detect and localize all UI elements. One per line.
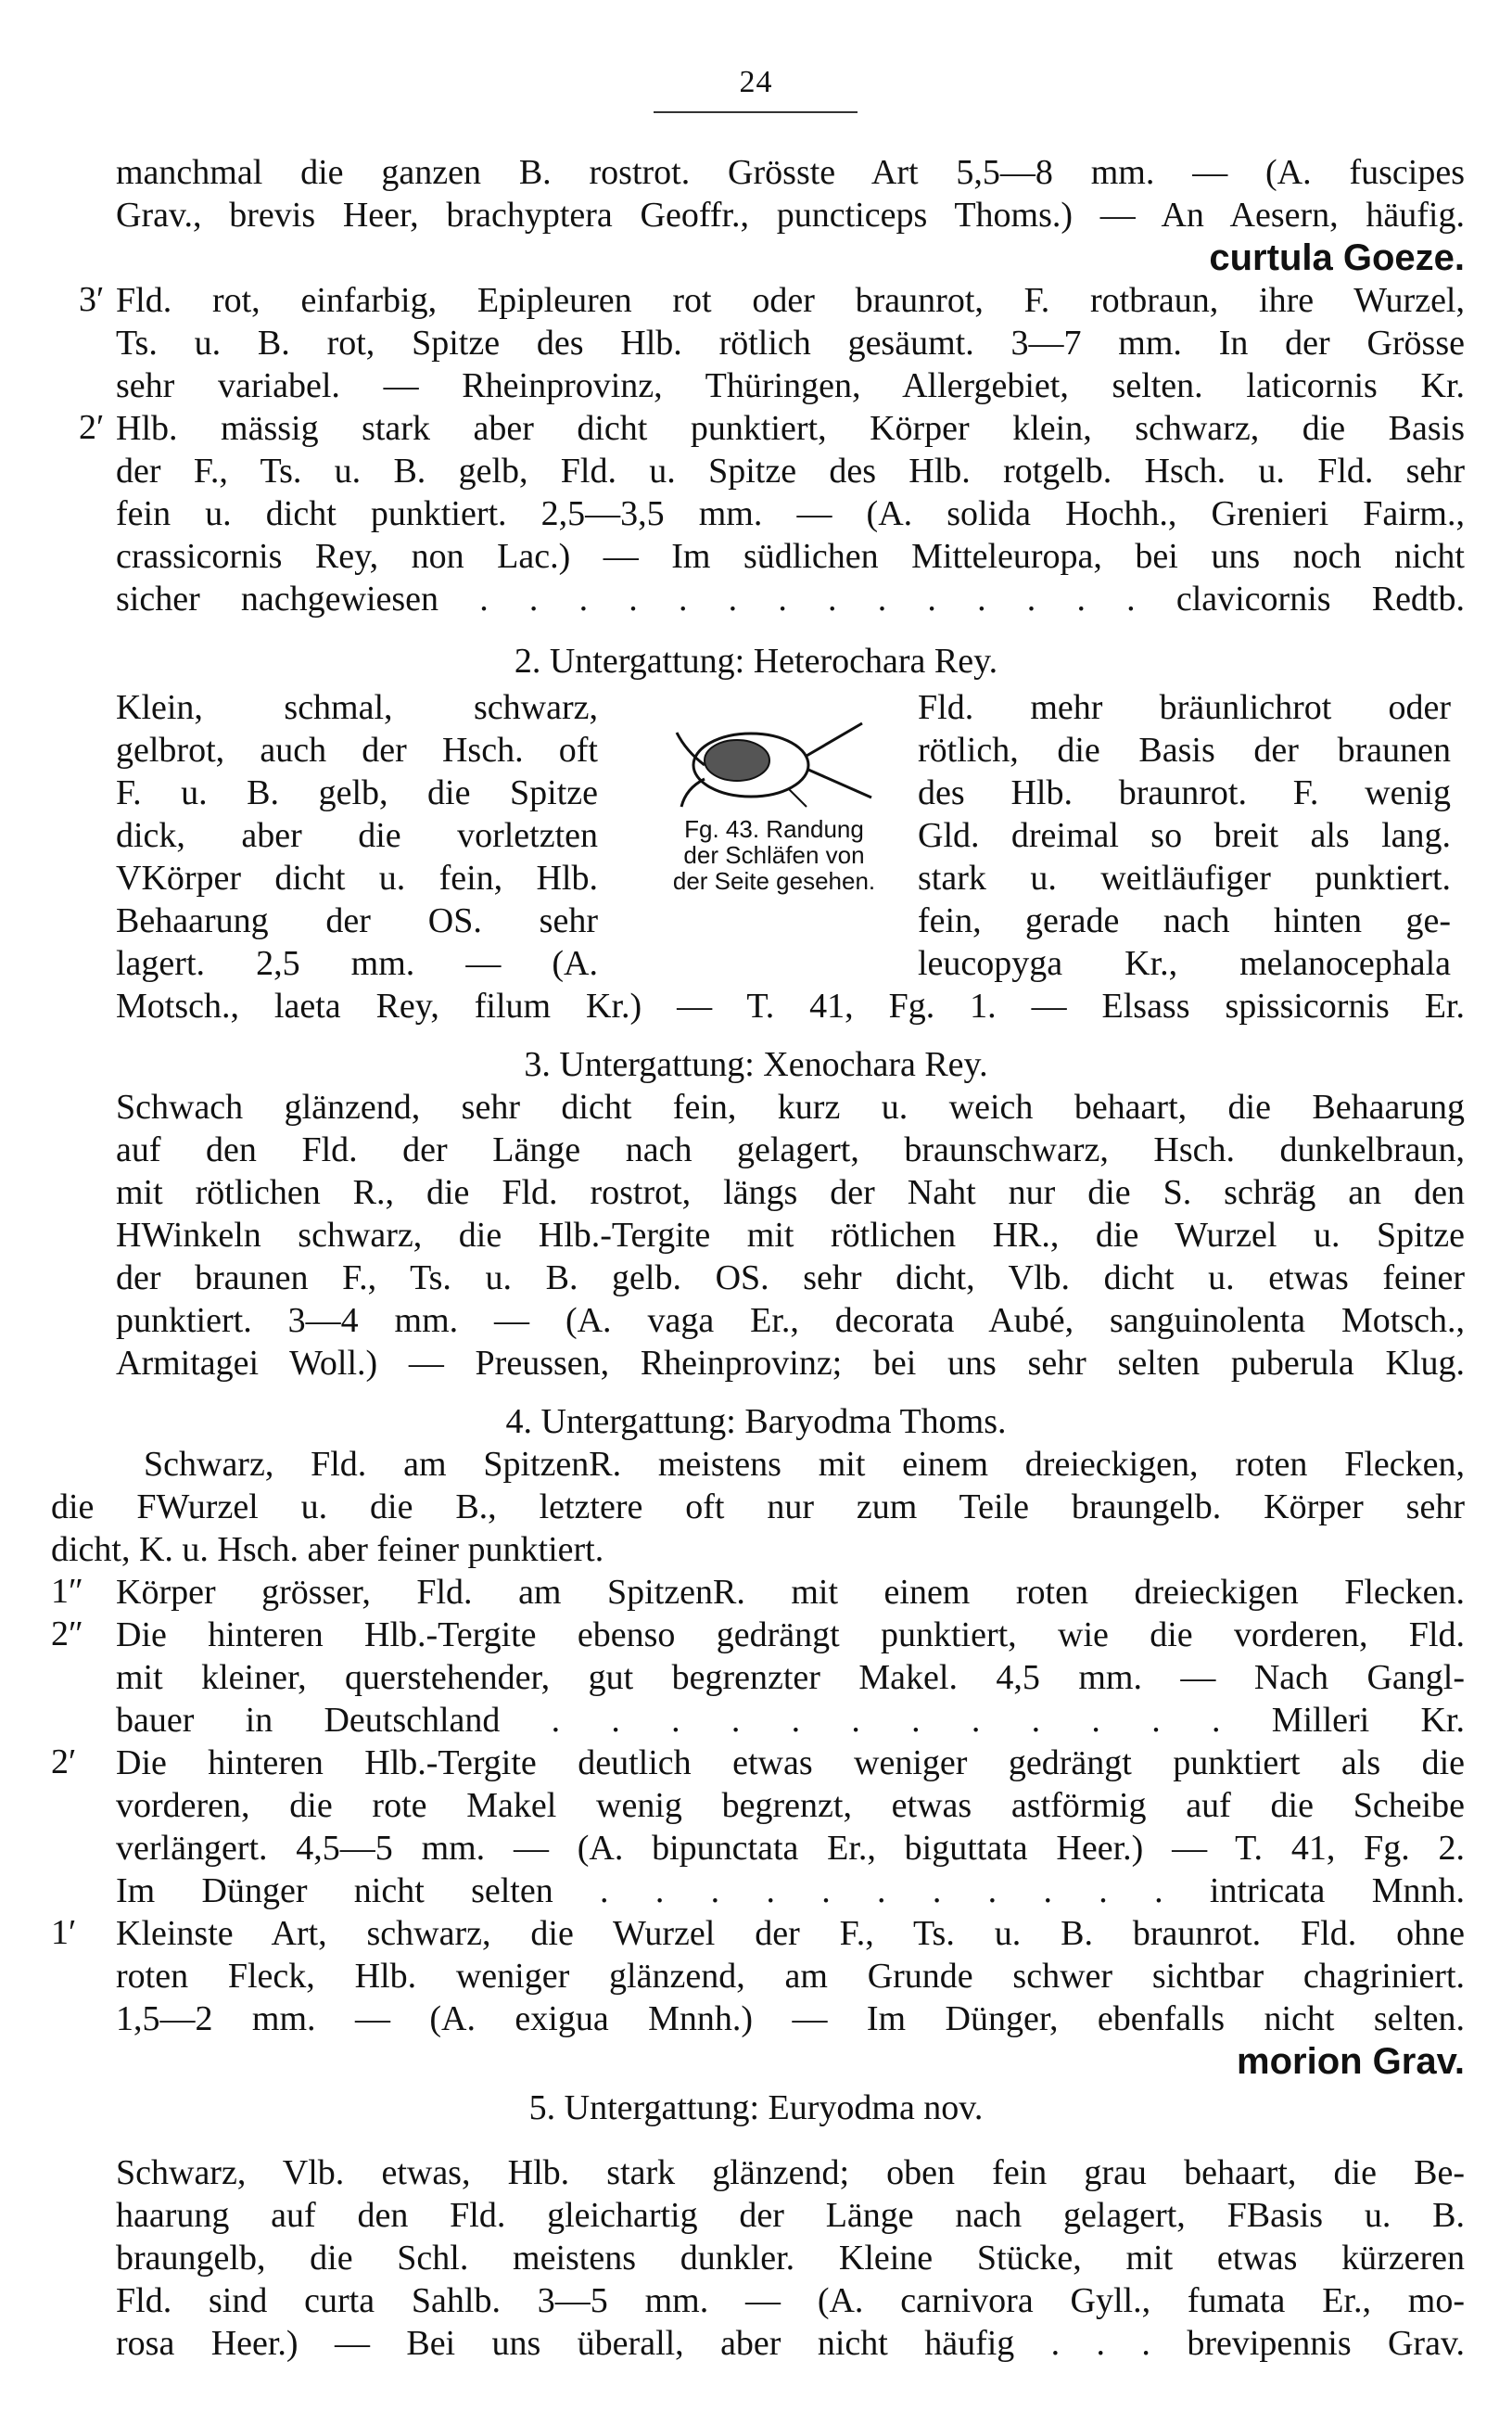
text-line: Schwach glänzend, sehr dicht fein, kurz u. weich behaart, die Behaarung (116, 1088, 1465, 1127)
text-line: Gld. dreimal so breit als lang. (918, 816, 1451, 855)
text-line: punktiert. 3—4 mm. — (A. vaga Er., decorata Aubé, sanguinolenta Motsch., (116, 1301, 1465, 1340)
species-line (116, 236, 1465, 279)
text-line: Schwarz, Fld. am SpitzenR. meistens mit einem dreieckigen, roten Flecken, (144, 1445, 1465, 1484)
key-marker: 1′ (51, 1913, 77, 1952)
section-heading: 2. Untergattung: Heterochara Rey. (514, 642, 998, 681)
text-line: mit kleiner, querstehender, gut begrenzter Makel. 4,5 mm. — Nach Gangl- (116, 1658, 1465, 1697)
text-line: fein, gerade nach hinten ge- (918, 901, 1451, 940)
text-line: HWinkeln schwarz, die Hlb.-Tergite mit rötlichen HR., die Wurzel u. Spitze (116, 1216, 1465, 1255)
text-line: Grav., brevis Heer, brachyptera Geoffr., puncticeps Thoms.) — An Aesern, häufig. (116, 196, 1465, 235)
section-heading: 4. Untergattung: Baryodma Thoms. (505, 1402, 1007, 1441)
text-line: sehr variabel. — Rheinprovinz, Thüringen, Allergebiet, selten. laticornis Kr. (116, 366, 1465, 405)
text-line: manchmal die ganzen B. rostrot. Grösste Art 5,5—8 mm. — (A. fuscipes (116, 153, 1465, 192)
species-line (116, 2040, 1465, 2083)
text-line: Behaarung der OS. sehr (116, 901, 598, 940)
text-line: dick, aber die vorletzten (116, 816, 598, 855)
text-line: roten Fleck, Hlb. weniger glänzend, am Grunde schwer sichtbar chagriniert. (116, 1957, 1465, 1996)
key-marker: 2′ (51, 1742, 77, 1781)
text-line: Im Dünger nicht selten . . . . . . . . . . . intricata Mnnh. (116, 1871, 1465, 1910)
text-line: Ts. u. B. rot, Spitze des Hlb. rötlich gesäumt. 3—7 mm. In der Grösse (116, 324, 1465, 363)
text-line: rötlich, die Basis der braunen (918, 731, 1451, 770)
text-line: Kleinste Art, schwarz, die Wurzel der F., Ts. u. B. braunrot. Fld. ohne (116, 1914, 1465, 1953)
text-line: Fld. rot, einfarbig, Epipleuren rot oder braunrot, F. rotbraun, ihre Wurzel, (116, 281, 1465, 320)
text-line: fein u. dicht punktiert. 2,5—3,5 mm. — (A. solida Hochh., Grenieri Fairm., (116, 494, 1465, 533)
text-line: des Hlb. braunrot. F. wenig (918, 773, 1451, 812)
text-line: sicher nachgewiesen . . . . . . . . . . . . . . clavicornis Redtb. (116, 580, 1465, 619)
text-line: 1,5—2 mm. — (A. exigua Mnnh.) — Im Dünger, ebenfalls nicht selten. (116, 1999, 1465, 2038)
left-column (116, 686, 598, 985)
text-line: lagert. 2,5 mm. — (A. (116, 944, 598, 983)
text-line: der F., Ts. u. B. gelb, Fld. u. Spitze des Hlb. rotgelb. Hsch. u. Fld. sehr (116, 452, 1465, 491)
text-line: bauer in Deutschland . . . . . . . . . . . . Milleri Kr. (116, 1701, 1465, 1740)
text-line: leucopyga Kr., melanocephala (918, 944, 1451, 983)
text-line: gelbrot, auch der Hsch. oft (116, 731, 598, 770)
section-heading: 3. Untergattung: Xenochara Rey. (524, 1045, 988, 1084)
text-line: Klein, schmal, schwarz, (116, 688, 598, 727)
text-line: F. u. B. gelb, die Spitze (116, 773, 598, 812)
text-line: Fld. mehr bräunlichrot oder (918, 688, 1451, 727)
page-number: 24 (739, 65, 773, 99)
text-line: die FWurzel u. die B., letztere oft nur zum Teile braungelb. Körper sehr (51, 1487, 1465, 1526)
key-marker: 2″ (51, 1614, 83, 1653)
text-line: rosa Heer.) — Bei uns überall, aber nicht häufig . . . brevipennis Grav. (116, 2324, 1465, 2363)
key-marker: 1″ (51, 1572, 83, 1611)
text-line: verlängert. 4,5—5 mm. — (A. bipunctata Er., biguttata Heer.) — T. 41, Fg. 2. (116, 1829, 1465, 1868)
text-line: haarung auf den Fld. gleichartig der Länge nach gelagert, FBasis u. B. (116, 2196, 1465, 2235)
species-name: morion Grav. (1237, 2041, 1465, 2082)
text-line: dicht, K. u. Hsch. aber feiner punktiert. (51, 1530, 604, 1569)
text-line: Körper grösser, Fld. am SpitzenR. mit einem roten dreieckigen Flecken. (116, 1573, 1465, 1612)
text-line: Motsch., laeta Rey, filum Kr.) — T. 41, Fg. 1. — Elsass spissicornis Er. (116, 987, 1465, 1026)
text-line: Fld. sind curta Sahlb. 3—5 mm. — (A. carnivora Gyll., fumata Er., mo- (116, 2281, 1465, 2320)
text-line: Armitagei Woll.) — Preussen, Rheinprovinz; bei uns sehr selten puberula Klug. (116, 1344, 1465, 1383)
text-line: Die hinteren Hlb.-Tergite ebenso gedrängt punktiert, wie die vorderen, Fld. (116, 1615, 1465, 1654)
figure-caption: Fg. 43. Randung der Schläfen von der Seite gesehen. (672, 815, 876, 895)
text-line: braungelb, die Schl. meistens dunkler. Kleine Stücke, mit etwas kürzeren (116, 2239, 1465, 2278)
text-line: stark u. weitläufiger punktiert. (918, 859, 1451, 898)
text-line: VKörper dicht u. fein, Hlb. (116, 859, 598, 898)
key-marker: 2′ (79, 408, 105, 447)
text-line: vorderen, die rote Makel wenig begrenzt, etwas astförmig auf die Scheibe (116, 1786, 1465, 1825)
header-rule (654, 111, 858, 113)
section-heading: 5. Untergattung: Euryodma nov. (528, 2088, 984, 2127)
text-line: Schwarz, Vlb. etwas, Hlb. stark glänzend; oben fein grau behaart, die Be- (116, 2153, 1465, 2192)
text-line: der braunen F., Ts. u. B. gelb. OS. sehr dicht, Vlb. dicht u. etwas feiner (116, 1258, 1465, 1297)
text-line: crassicornis Rey, non Lac.) — Im südlichen Mitteleuropa, bei uns noch nicht (116, 537, 1465, 576)
text-line: Hlb. mässig stark aber dicht punktiert, Körper klein, schwarz, die Basis (116, 409, 1465, 448)
key-marker: 3′ (79, 280, 105, 319)
text-line: Die hinteren Hlb.-Tergite deutlich etwas weniger gedrängt punktiert als die (116, 1743, 1465, 1782)
text-line: mit rötlichen R., die Fld. rostrot, längs der Naht nur die S. schräg an den (116, 1173, 1465, 1212)
species-name: curtula Goeze. (1209, 237, 1465, 278)
right-column (918, 686, 1451, 985)
text-line: auf den Fld. der Länge nach gelagert, braunschwarz, Hsch. dunkelbraun, (116, 1130, 1465, 1169)
